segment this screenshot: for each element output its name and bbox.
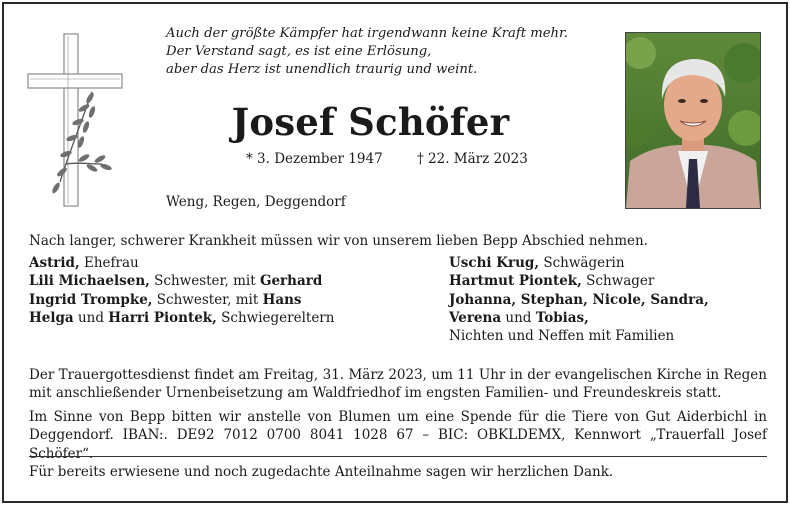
funeral-service-text: Der Trauergottesdienst findet am Freitag, 31. März 2023, um 11 Uhr in der evangelischen Kirche in Regen mit anschließender Urnenbeisetzung am Waldfriedhof im engsten Familien- und Freundeskreis statt.	[29, 367, 767, 402]
quote-line: Auch der größte Kämpfer hat irgendwann keine Kraft mehr.	[166, 26, 569, 41]
memorial-quote	[166, 25, 606, 79]
intro-text: Nach langer, schwerer Krankheit müssen wir von unserem lieben Bepp Abschied nehmen.	[29, 233, 648, 249]
mourner-line: Uschi Krug, Schwägerin	[449, 255, 625, 271]
mourners-right-column	[449, 254, 709, 345]
mourner-line: Helga und Harri Piontek, Schwiegereltern	[29, 309, 335, 326]
life-dates	[246, 151, 528, 167]
cross-with-branch-icon	[26, 32, 126, 210]
quote-line: Der Verstand sagt, es ist eine Erlösung,	[166, 44, 432, 59]
divider	[29, 456, 767, 457]
deceased-name: Josef Schöfer	[231, 100, 510, 144]
mourners-left-column	[29, 254, 334, 327]
mourner-line: Verena und Tobias,	[449, 309, 589, 326]
thanks-text: Für bereits erwiesene und noch zugedachte Anteilnahme sagen wir herzlichen Dank.	[29, 464, 614, 480]
places-of-residence: Weng, Regen, Deggendorf	[166, 194, 346, 210]
mourner-line: Astrid, Ehefrau	[29, 255, 139, 271]
mourner-line: Nichten und Neffen mit Familien	[449, 328, 675, 345]
death-date: † 22. März 2023	[416, 151, 528, 167]
mourner-line: Ingrid Trompke, Schwester, mit Hans	[29, 291, 302, 308]
mourner-line: Johanna, Stephan, Nicole, Sandra,	[449, 291, 709, 308]
mourner-line: Hartmut Piontek, Schwager	[449, 273, 655, 290]
mourner-line: Lili Michaelsen, Schwester, mit Gerhard	[29, 273, 323, 290]
donation-request-text: Im Sinne von Bepp bitten wir anstelle von Blumen um eine Spende für die Tiere von Gut Aiderbichl in Deggendorf. IBAN:. DE92 7012 0700 8041 1028 67 – BIC: OBKLDEMX, Kennwort „Trauerfall Josef Schöfer“.	[29, 409, 767, 462]
quote-line: aber das Herz ist unendlich traurig und weint.	[166, 62, 478, 77]
portrait-photo	[625, 32, 761, 209]
birth-date: * 3. Dezember 1947	[246, 151, 383, 167]
obituary-card	[2, 2, 788, 503]
